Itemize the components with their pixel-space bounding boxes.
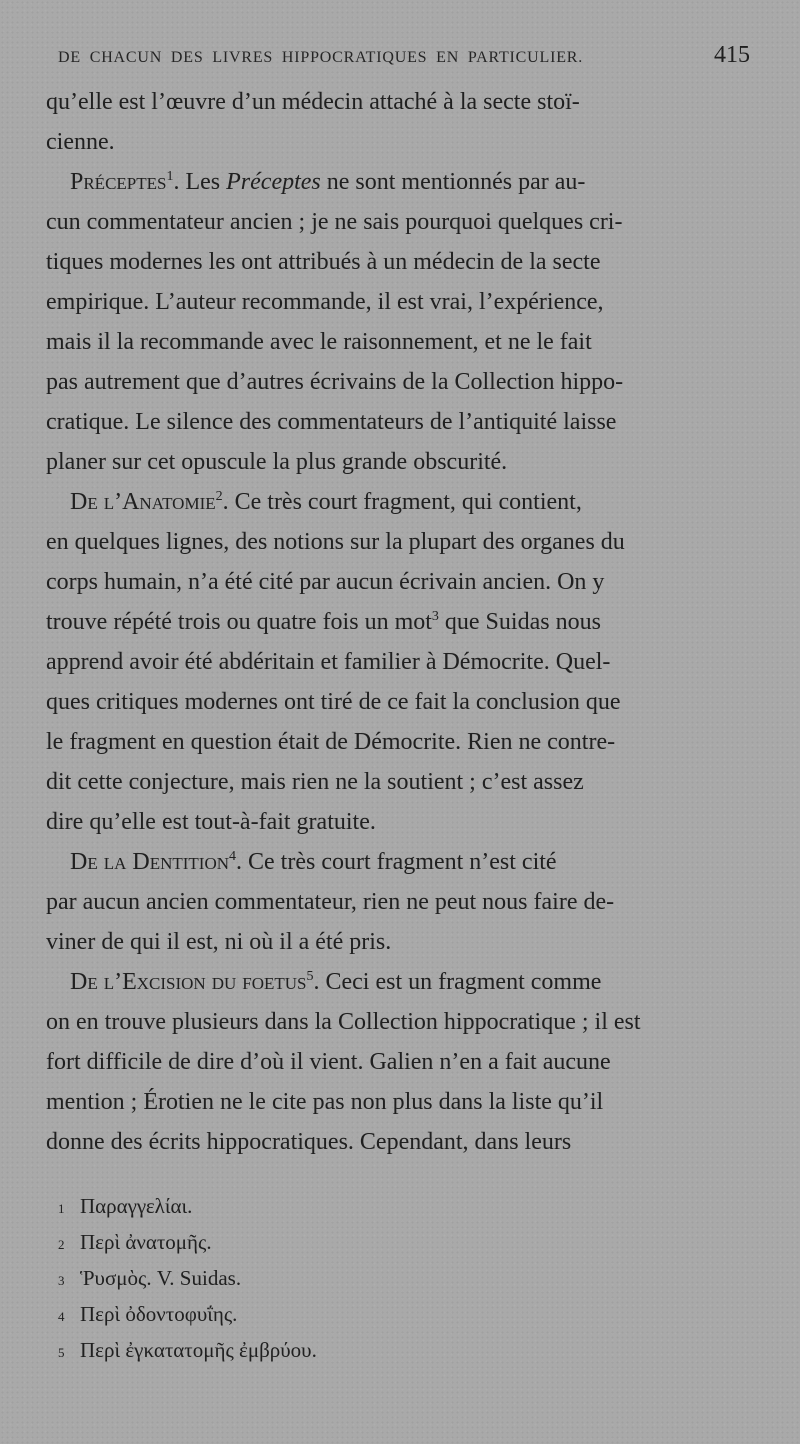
text-line: planer sur cet opuscule la plus grande obscurité. bbox=[46, 449, 508, 475]
text-line: cienne. bbox=[46, 129, 115, 155]
text-line: apprend avoir été abdéritain et familier à Démocrite. Quel- bbox=[46, 649, 611, 675]
running-header bbox=[46, 42, 750, 82]
text-line: tiques modernes les ont attribués à un médecin de la secte bbox=[46, 249, 601, 275]
section-heading-preceptes: Préceptes bbox=[70, 169, 167, 195]
text-line: par aucun ancien commentateur, rien ne peut nous faire de- bbox=[46, 889, 615, 915]
text-line: dit cette conjecture, mais rien ne la soutient ; c’est assez bbox=[46, 769, 584, 795]
text-line: mention ; Érotien ne le cite pas non plus dans la liste qu’il bbox=[46, 1089, 604, 1115]
text-line: donne des écrits hippocratiques. Cependant, dans leurs bbox=[46, 1129, 572, 1155]
running-title: DE CHACUN DES LIVRES HIPPOCRATIQUES EN PARTICULIER. bbox=[58, 49, 584, 66]
text-line: cratique. Le silence des commentateurs de l’antiquité laisse bbox=[46, 409, 617, 435]
text-line: on en trouve plusieurs dans la Collection hippocratique ; il est bbox=[46, 1009, 641, 1035]
text-line: corps humain, n’a été cité par aucun écrivain ancien. On y bbox=[46, 569, 605, 595]
text-line: mais il la recommande avec le raisonnement, et ne le fait bbox=[46, 329, 592, 355]
paragraph-preceptes-start: Préceptes$^1$. Les Préceptes ne sont mentionnés par au- bbox=[70, 169, 586, 195]
footnote-text: Παραγγελίαι. bbox=[80, 1194, 193, 1218]
text-line: empirique. L’auteur recommande, il est vrai, l’expérience, bbox=[46, 289, 604, 315]
paragraph-anatomie-start: De l’Anatomie$^2$. Ce très court fragment, qui contient, bbox=[70, 489, 582, 515]
footnote-item: 3 Ῥυσμὸς. V. Suidas. bbox=[58, 1260, 738, 1296]
footnote-item: 4 Περὶ ὀδοντοφυΐης. bbox=[58, 1296, 738, 1332]
paragraph-excision-start: De l’Excision du foetus$^5$. Ceci est un fragment comme bbox=[70, 969, 602, 995]
footnote-item: 2 Περὶ ἀνατομῆς. bbox=[58, 1224, 738, 1260]
text-line: fort difficile de dire d’où il vient. Galien n’en a fait aucune bbox=[46, 1049, 611, 1075]
text-line: viner de qui il est, ni où il a été pris. bbox=[46, 929, 392, 955]
footnote-marker: 1 bbox=[166, 169, 174, 184]
section-heading-excision: De l’Excision du foetus bbox=[70, 969, 307, 995]
paragraph-dentition-start: De la Dentition$^4$. Ce très court fragment n’est cité bbox=[70, 849, 557, 875]
text-line: trouve répété trois ou quatre fois un mot$^3$ que Suidas nous bbox=[46, 609, 601, 635]
section-heading-anatomie: De l’Anatomie bbox=[70, 489, 216, 515]
footnotes bbox=[58, 1188, 738, 1368]
footnote-text: Περὶ ἀνατομῆς. bbox=[80, 1230, 212, 1254]
footnote-marker: 4 bbox=[229, 849, 237, 864]
footnote-marker: 3 bbox=[431, 609, 439, 624]
footnote-text: Ῥυσμὸς. V. Suidas. bbox=[80, 1266, 242, 1290]
footnote-text: Περὶ ὀδοντοφυΐης. bbox=[80, 1302, 238, 1326]
text-line: ques critiques modernes ont tiré de ce fait la conclusion que bbox=[46, 689, 621, 715]
book-page bbox=[46, 42, 750, 1422]
text-line: le fragment en question était de Démocrite. Rien ne contre- bbox=[46, 729, 616, 755]
text-line: pas autrement que d’autres écrivains de la Collection hippo- bbox=[46, 369, 624, 395]
page-number: 415 bbox=[714, 42, 750, 68]
text-line: dire qu’elle est tout-à-fait gratuite. bbox=[46, 809, 376, 835]
footnote-item: 1 Παραγγελίαι. bbox=[58, 1188, 738, 1224]
italic-title: Préceptes bbox=[226, 169, 321, 195]
footnote-marker: 5 bbox=[306, 969, 314, 984]
text-line: en quelques lignes, des notions sur la plupart des organes du bbox=[46, 529, 625, 555]
text-line: qu’elle est l’œuvre d’un médecin attaché à la secte stoï- bbox=[46, 89, 580, 115]
text-line: cun commentateur ancien ; je ne sais pourquoi quelques cri- bbox=[46, 209, 623, 235]
section-heading-dentition: De la Dentition bbox=[70, 849, 230, 875]
main-text bbox=[46, 82, 750, 1162]
footnote-marker: 2 bbox=[215, 489, 223, 504]
footnote-item: 5 Περὶ ἐγκατατομῆς ἐμβρύου. bbox=[58, 1332, 738, 1368]
footnote-text: Περὶ ἐγκατατομῆς ἐμβρύου. bbox=[80, 1338, 317, 1362]
